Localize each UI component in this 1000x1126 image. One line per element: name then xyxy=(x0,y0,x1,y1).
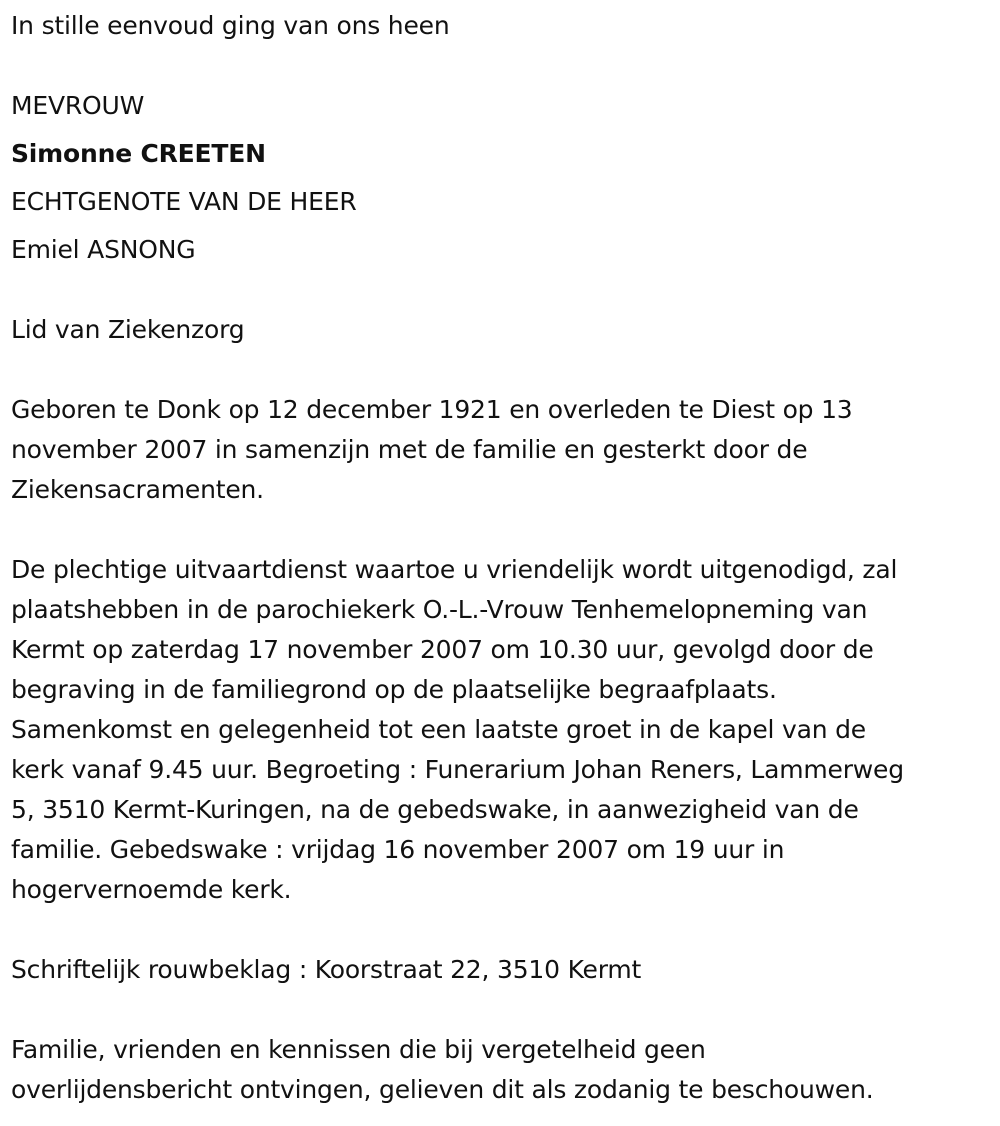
paragraph-line: Ziekensacramenten. xyxy=(11,475,264,504)
death-notice xyxy=(11,6,991,1110)
paragraph-line: overlijdensbericht ontvingen, gelieven dit als zodanig te beschouwen. xyxy=(11,1075,874,1104)
paragraph-line: Geboren te Donk op 12 december 1921 en overleden te Diest op 13 xyxy=(11,395,853,424)
paragraph-line: Kermt op zaterdag 17 november 2007 om 10.30 uur, gevolgd door de xyxy=(11,635,874,664)
paragraph-line: kerk vanaf 9.45 uur. Begroeting : Funerarium Johan Reners, Lammerweg xyxy=(11,755,904,784)
paragraph-line: 5, 3510 Kermt-Kuringen, na de gebedswake, in aanwezigheid van de xyxy=(11,795,859,824)
paragraph-line: Samenkomst en gelegenheid tot een laatste groet in de kapel van de xyxy=(11,715,866,744)
ceremony-paragraph xyxy=(11,550,991,910)
deceased-name: Simonne CREETEN xyxy=(11,139,266,168)
membership-text: Lid van Ziekenzorg xyxy=(11,315,245,344)
paragraph-line: november 2007 in samenzijn met de familie en gesterkt door de xyxy=(11,435,808,464)
paragraph-line: hogervernoemde kerk. xyxy=(11,875,292,904)
paragraph-line: De plechtige uitvaartdienst waartoe u vriendelijk wordt uitgenodigd, zal xyxy=(11,555,898,584)
paragraph-line: plaatshebben in de parochiekerk O.-L.-Vrouw Tenhemelopneming van xyxy=(11,595,868,624)
intro-text: In stille eenvoud ging van ons heen xyxy=(11,11,450,40)
spouse-name: Emiel ASNONG xyxy=(11,235,196,264)
paragraph-line: Familie, vrienden en kennissen die bij vergetelheid geen xyxy=(11,1035,706,1064)
relation-text: ECHTGENOTE VAN DE HEER xyxy=(11,187,357,216)
paragraph-line: familie. Gebedswake : vrijdag 16 november 2007 om 19 uur in xyxy=(11,835,785,864)
birth-death-paragraph xyxy=(11,390,991,510)
condolence-address: Schriftelijk rouwbeklag : Koorstraat 22, 3510 Kermt xyxy=(11,955,642,984)
honorific: MEVROUW xyxy=(11,91,145,120)
paragraph-line: begraving in de familiegrond op de plaatselijke begraafplaats. xyxy=(11,675,777,704)
closing-paragraph xyxy=(11,1030,991,1110)
